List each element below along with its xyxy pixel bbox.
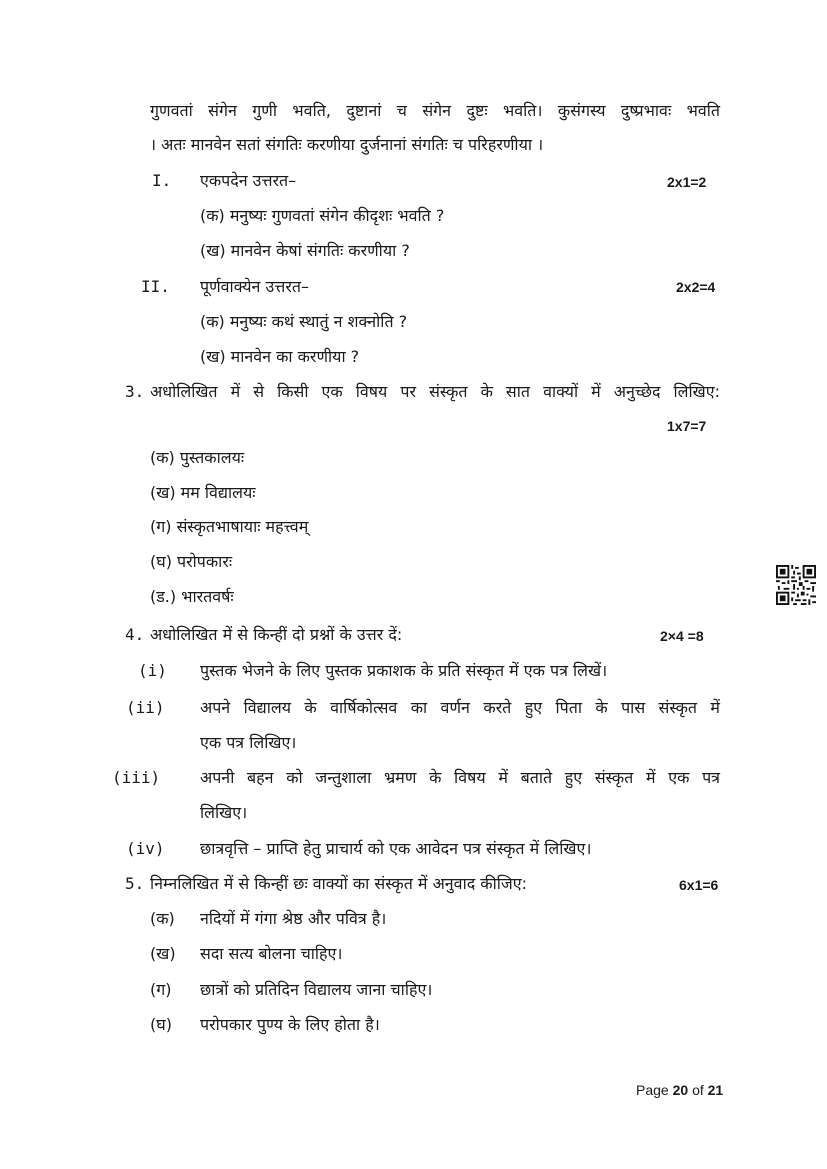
q4-item-iv-number: (iv) <box>126 839 165 858</box>
q4-item-ii-line-2: एक पत्र लिखिए। <box>200 733 297 752</box>
q4-item-iii-number: (iii) <box>112 768 161 787</box>
footer-of-word: of <box>692 1082 704 1098</box>
q3-option-ka: (क) पुस्तकालयः <box>150 448 245 467</box>
q5-number: 5. <box>125 874 145 893</box>
q3-option-kha: (ख) मम विद्यालयः <box>150 483 256 502</box>
q5-item-ga-label: (ग) <box>150 980 172 999</box>
q5-marks: 6x1=6 <box>679 877 719 893</box>
part-i-marks: 2x1=2 <box>667 174 707 190</box>
q4-marks: 2×4 =8 <box>660 628 704 644</box>
footer-page-word: Page <box>636 1082 669 1098</box>
footer-page-number: 20 <box>672 1082 689 1098</box>
q3-option-gha: (घ) परोपकारः <box>150 552 233 571</box>
q4-item-i-text: पुस्तक भेजने के लिए पुस्तक प्रकाशक के प्रति संस्कृत में एक पत्र लिखें। <box>200 661 608 680</box>
part-i-title: एकपदेन उत्तरत– <box>200 171 297 190</box>
q4-text: अधोलिखित में से किन्हीं दो प्रश्नों के उत्तर दें: <box>150 625 403 644</box>
part-ii-item-ka: (क) मनुष्यः कथं स्थातुं न शक्नोति ? <box>200 312 408 331</box>
q4-item-iii-line-2: लिखिए। <box>200 803 248 822</box>
q4-item-i-number: (i) <box>138 661 167 680</box>
passage-line-2: । अतः मानवेन सतां संगतिः करणीया दुर्जनानां संगतिः च परिहरणीया । <box>150 135 544 154</box>
q5-item-ga-text: छात्रों को प्रतिदिन विद्यालय जाना चाहिए। <box>200 980 433 999</box>
page-footer <box>636 1081 723 1099</box>
qr-code-icon <box>776 565 816 605</box>
q5-text: निम्नलिखित में से किन्हीं छः वाक्यों का संस्कृत में अनुवाद कीजिए: <box>150 874 527 893</box>
q3-option-ga: (ग) संस्कृतभाषायाः महत्त्वम् <box>150 517 309 536</box>
q5-item-ka-text: नदियों में गंगा श्रेष्ठ और पवित्र है। <box>200 909 387 928</box>
q5-item-kha-label: (ख) <box>150 944 176 963</box>
q3-number: 3. <box>125 382 145 401</box>
q5-item-ka-label: (क) <box>150 909 175 928</box>
part-ii-marks: 2x2=4 <box>676 279 716 295</box>
part-i-number: I. <box>152 171 172 190</box>
footer-total-pages: 21 <box>707 1082 724 1098</box>
passage-line-1: गुणवतां संगेन गुणी भवति, दुष्टानां च संगेन दुष्टः भवति। कुसंगस्य दुष्प्रभावः भवति <box>150 101 720 120</box>
part-ii-title: पूर्णवाक्येन उत्तरत– <box>200 277 309 296</box>
q4-item-iii-line-1: अपनी बहन को जन्तुशाला भ्रमण के विषय में बताते हुए संस्कृत में एक पत्र <box>200 768 720 787</box>
part-i-item-kha: (ख) मानवेन केषां संगतिः करणीया ? <box>200 241 410 260</box>
part-ii-item-kha: (ख) मानवेन का करणीया ? <box>200 347 360 366</box>
q4-number: 4. <box>125 625 145 644</box>
q4-item-ii-number: (ii) <box>126 698 165 717</box>
q4-item-ii-line-1: अपने विद्यालय के वार्षिकोत्सव का वर्णन करते हुए पिता के पास संस्कृत में <box>200 698 720 717</box>
q5-item-gha-label: (घ) <box>150 1015 172 1034</box>
part-ii-number: II. <box>141 277 170 296</box>
q3-text: अधोलिखित में से किसी एक विषय पर संस्कृत के सात वाक्यों में अनुच्छेद लिखिए: <box>150 382 720 401</box>
part-i-item-ka: (क) मनुष्यः गुणवतां संगेन कीदृशः भवति ? <box>200 206 445 225</box>
q3-option-da: (ड.) भारतवर्षः <box>150 587 234 606</box>
q5-item-gha-text: परोपकार पुण्य के लिए होता है। <box>200 1015 380 1034</box>
q5-item-kha-text: सदा सत्य बोलना चाहिए। <box>200 944 343 963</box>
q3-marks: 1x7=7 <box>667 418 707 434</box>
q4-item-iv-text: छात्रवृत्ति – प्राप्ति हेतु प्राचार्य को एक आवेदन पत्र संस्कृत में लिखिए। <box>200 839 592 858</box>
